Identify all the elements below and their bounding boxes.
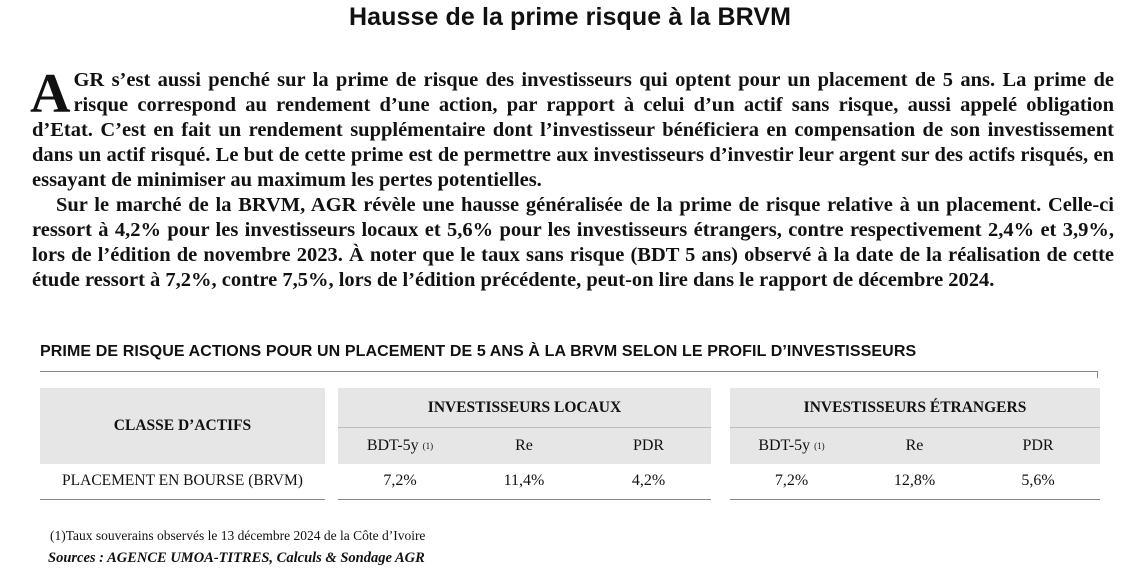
foreign-value-bdt: 7,2%: [774, 472, 809, 489]
table-caption: PRIME DE RISQUE ACTIONS POUR UN PLACEMENT DE 5 ANS À LA BRVM SELON LE PROFIL D’INVESTISSEURS: [40, 343, 917, 360]
group-header-foreign: INVESTISSEURS ÉTRANGERS: [730, 388, 1100, 428]
local-value-bdt: 7,2%: [383, 472, 417, 489]
footnote: (1)Taux souverains observés le 13 décembre 2024 de la Côte d’Ivoire: [50, 528, 426, 543]
caption-rule: [40, 371, 1098, 372]
local-value-re: 11,4%: [503, 472, 545, 489]
foreign-bdt-footnote-ref: (1): [814, 441, 825, 451]
sources: Sources : AGENCE UMOA-TITRES, Calculs & Sondage AGR: [48, 550, 425, 566]
class-header: CLASSE D’ACTIFS: [40, 388, 325, 464]
bottom-rule-local: [338, 499, 711, 500]
article-paragraph-2: Sur le marché de la BRVM, AGR révèle une hausse généralisée de la prime de risque relative à un placement. Celle-ci ressort à 4,2% pour les investisseurs locaux et 5,6% pour les investisseurs étrangers, contre respectivement 2,4% et 3,9%, lors de l’édition de novembre 2023. À noter que le taux sans risque (BDT 5 ans) observé à la date de la réalisation de cette étude ressort à 7,2%, contre 7,5%, lors de l’édition précédente, peut-on lire dans le rapport de décembre 2024.: [32, 194, 1114, 291]
page-title: Hausse de la prime risque à la BRVM: [348, 3, 792, 31]
foreign-subheader-bdt: [730, 428, 853, 464]
caption-rule-tick: [1097, 371, 1098, 378]
foreign-bdt-label: BDT-5y: [758, 437, 811, 454]
foreign-value-pdr: 5,6%: [1021, 472, 1055, 489]
paragraph-1-text: GR s’est aussi penché sur la prime de risque des investisseurs qui optent pour un placement de 5 ans. La prime de risque correspond au rendement d’une action, par rapport à celui d’un actif sans risque, aussi appelé obligation d’Etat. C’est en fait un rendement supplémentaire dont l’investisseur bénéficiera en compensation de son investissement dans un actif risqué. Le but de cette prime est de permettre aux investisseurs d’investir leur argent sur des actifs risqués, en essayant de minimiser au maximum les pertes potentielles.: [32, 69, 1114, 191]
foreign-subheader-pdr: PDR: [976, 428, 1100, 464]
foreign-value-re: 12,8%: [893, 472, 936, 489]
bottom-rule-left: [40, 499, 325, 500]
local-subheader-re: Re: [462, 428, 586, 464]
group-header-local: INVESTISSEURS LOCAUX: [338, 388, 711, 428]
local-subheader-bdt: [338, 428, 462, 464]
article-paragraph-1: [30, 63, 1114, 193]
local-bdt-footnote-ref: (1): [422, 441, 434, 451]
local-value-pdr: 4,2%: [631, 472, 666, 489]
local-bdt-label: BDT-5y: [366, 437, 419, 454]
foreign-subheader-re: Re: [853, 428, 976, 464]
bottom-rule-foreign: [730, 499, 1100, 500]
row-label: PLACEMENT EN BOURSE (BRVM): [62, 472, 303, 489]
article-body: [30, 63, 1114, 293]
drop-cap: A: [30, 63, 71, 125]
local-subheader-pdr: PDR: [586, 428, 711, 464]
